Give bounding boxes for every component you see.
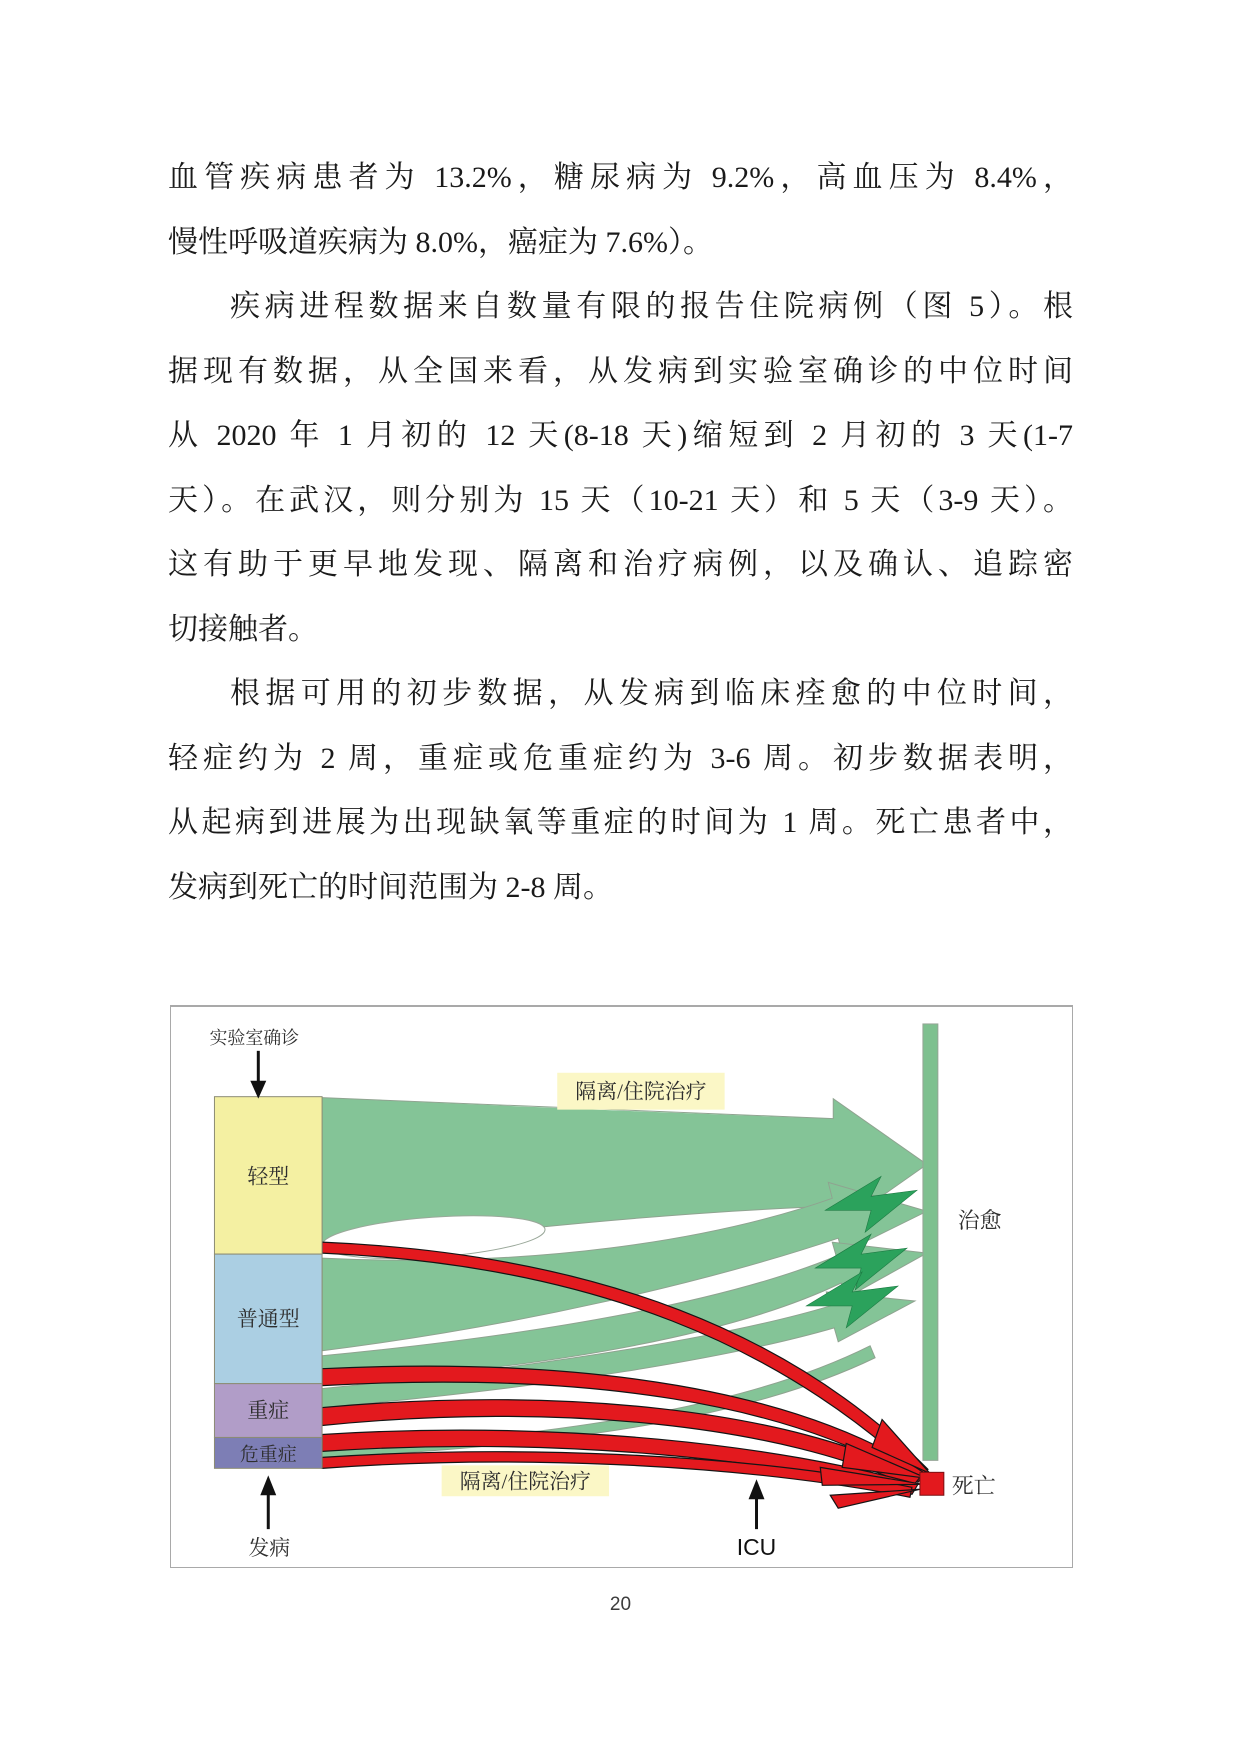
body-text-line: 血管疾病患者为 13.2%，糖尿病为 9.2%，高血压为 8.4%， — [168, 161, 1073, 194]
death-box — [920, 1472, 944, 1495]
down-arrow-icon — [250, 1051, 266, 1099]
cure-label: 治愈 — [957, 1208, 1002, 1234]
body-text-line: 从 2020 年 1 月初的 12 天(8-18 天)缩短到 2 月初的 3 天(1-7 — [168, 419, 1073, 452]
up-arrow-icu-icon — [749, 1479, 765, 1529]
body-text-line: 从起病到进展为出现缺氧等重症的时间为 1 周。死亡患者中， — [168, 806, 1073, 839]
body-text — [168, 146, 1073, 920]
red-arrowhead-icon — [830, 1489, 920, 1508]
page-number: 20 — [609, 1594, 632, 1615]
onset-label: 发病 — [248, 1536, 291, 1561]
up-arrow-onset-icon — [260, 1475, 276, 1529]
body-text-line: 根据可用的初步数据，从发病到临床痊愈的中位时间， — [230, 677, 1073, 710]
body-text-line: 这有助于更早地发现、隔离和治疗病例，以及确认、追踪密 — [168, 548, 1073, 581]
body-text-line: 切接触者。 — [168, 612, 318, 646]
stage-label-critical: 危重症 — [239, 1444, 297, 1466]
body-text-line: 轻症约为 2 周，重症或危重症约为 3-6 周。初步数据表明， — [168, 741, 1073, 775]
figure-5-disease-course-diagram — [170, 1005, 1073, 1568]
body-text-line: 疾病进程数据来自数量有限的报告住院病例（图 5）。根 — [230, 290, 1073, 323]
body-text-line: 发病到死亡的时间范围为 2-8 周。 — [168, 870, 613, 904]
isolation-label-bottom: 隔离/住院治疗 — [459, 1469, 591, 1494]
stage-label-moderate: 普通型 — [236, 1306, 300, 1331]
isolation-label-top: 隔离/住院治疗 — [575, 1079, 707, 1104]
body-text-line: 天）。在武汉，则分别为 15 天（10-21 天）和 5 天（3-9 天）。 — [168, 483, 1073, 517]
body-text-line: 据现有数据，从全国来看，从发病到实验室确诊的中位时间 — [168, 354, 1073, 388]
lab-confirmed-label: 实验室确诊 — [209, 1027, 300, 1048]
death-label: 死亡 — [951, 1473, 996, 1499]
body-text-line: 慢性呼吸道疾病为 8.0%，癌症为 7.6%）。 — [168, 225, 713, 259]
icu-label: ICU — [736, 1534, 777, 1561]
stage-label-severe: 重症 — [247, 1398, 290, 1423]
stage-label-mild: 轻型 — [247, 1164, 290, 1189]
cure-bar — [923, 1024, 938, 1460]
